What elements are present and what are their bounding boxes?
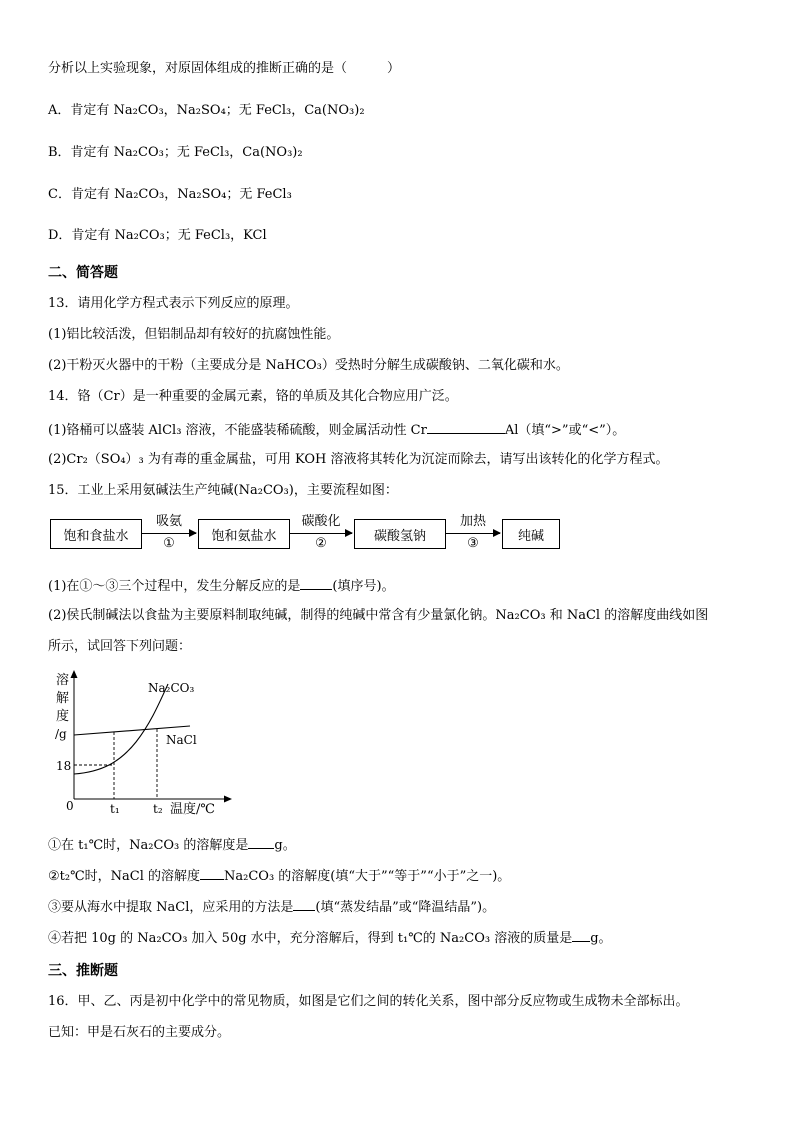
q12-stem: 分析以上实验现象，对原固体组成的推断正确的是（ ） xyxy=(48,61,401,76)
ylabel-char-2: 解 xyxy=(56,691,70,706)
q13-part2: (2)干粉灭火器中的干粉（主要成分是 NaHCO₃）受热时分解生成碳酸钠、二氧化碳和水。 xyxy=(48,358,569,373)
x-tick-t2: t₂ xyxy=(153,802,163,816)
q12-option-b[interactable]: B．肯定有 Na₂CO₃；无 FeCl₃，Ca(NO₃)₂ xyxy=(48,145,303,160)
flow-arrow-1-top: 吸氨 xyxy=(155,514,182,529)
series-na2co3-label: Na₂CO₃ xyxy=(148,681,195,695)
flow-arrow-2 xyxy=(290,533,352,534)
flow-arrow-3-top: 加热 xyxy=(459,514,486,529)
q15-part2-line2: 所示，试回答下列问题： xyxy=(48,639,192,654)
q15-sub3-blank[interactable] xyxy=(293,897,315,911)
section-title-short-answer: 二、简答题 xyxy=(48,265,118,281)
q15-part1-blank[interactable] xyxy=(300,576,332,590)
flow-box-4: 纯碱 xyxy=(502,519,560,549)
q15-sub4-blank[interactable] xyxy=(572,928,590,942)
q16-line1: 16．甲、乙、丙是初中化学中的常见物质，如图是它们之间的转化关系，图中部分反应物或生成物未全部标出。 xyxy=(48,994,689,1009)
q15-sub3: ③要从海水中提取 NaCl，应采用的方法是 (填“蒸发结晶”或“降温结晶”)。 xyxy=(48,897,495,917)
q12-option-c[interactable]: C．肯定有 Na₂CO₃，Na₂SO₄；无 FeCl₃ xyxy=(48,187,292,202)
q12-option-d[interactable]: D．肯定有 Na₂CO₃；无 FeCl₃，KCl xyxy=(48,228,267,243)
x-axis-label: 温度/℃ xyxy=(170,802,215,817)
origin-label: 0 xyxy=(66,799,74,813)
q15-part1: (1)在①～③三个过程中，发生分解反应的是 (填序号)。 xyxy=(48,576,395,596)
q15-sub2: ②t₂℃时，NaCl 的溶解度 Na₂CO₃ 的溶解度(填“大于”“等于”“小于”之一)。 xyxy=(48,866,510,886)
flow-box-1: 饱和食盐水 xyxy=(50,519,142,549)
series-nacl-label: NaCl xyxy=(166,733,197,747)
flow-arrow-1 xyxy=(142,533,196,534)
q14-stem: 14．铬（Cr）是一种重要的金属元素，铬的单质及其化合物应用广泛。 xyxy=(48,389,458,404)
ylabel-char-4: /g xyxy=(55,727,67,741)
q14-answer-blank[interactable] xyxy=(427,420,505,434)
ylabel-char-1: 溶 xyxy=(56,673,70,688)
flow-arrow-3-bottom: ③ xyxy=(467,536,479,551)
q15-sub4: ④若把 10g 的 Na₂CO₃ 加入 50g 水中，充分溶解后，得到 t₁℃的 Na₂CO₃ 溶液的质量是 g。 xyxy=(48,928,612,948)
q12-option-a[interactable]: A．肯定有 Na₂CO₃，Na₂SO₄；无 FeCl₃，Ca(NO₃)₂ xyxy=(48,103,365,118)
x-axis-arrow xyxy=(224,796,232,803)
ylabel-char-3: 度 xyxy=(56,709,70,724)
q15-sub2-blank[interactable] xyxy=(200,866,224,880)
flow-box-2: 饱和氨盐水 xyxy=(198,519,290,549)
q15-sub1-blank[interactable] xyxy=(248,835,274,849)
solubility-chart xyxy=(40,662,250,824)
q13-stem: 13．请用化学方程式表示下列反应的原理。 xyxy=(48,296,299,311)
flow-box-3: 碳酸氢钠 xyxy=(354,519,446,549)
q16-line2: 已知：甲是石灰石的主要成分。 xyxy=(48,1025,231,1040)
y-tick-18: 18 xyxy=(56,759,72,773)
y-axis-arrow xyxy=(71,670,78,678)
q15-stem: 15．工业上采用氨碱法生产纯碱(Na₂CO₃)，主要流程如图： xyxy=(48,483,398,498)
flow-arrow-2-top: 碳酸化 xyxy=(301,514,341,529)
q15-part2-line1: (2)侯氏制碱法以食盐为主要原料制取纯碱，制得的纯碱中常含有少量氯化钠。Na₂CO₃ 和 NaCl 的溶解度曲线如图 xyxy=(48,608,709,623)
q15-sub1: ①在 t₁℃时，Na₂CO₃ 的溶解度是 g。 xyxy=(48,835,296,855)
q14-part2: (2)Cr₂（SO₄）₃ 为有毒的重金属盐，可用 KOH 溶液将其转化为沉淀而除去，请写出该转化的化学方程式。 xyxy=(48,452,669,467)
process-flow-diagram xyxy=(48,510,568,560)
flow-arrow-1-bottom: ① xyxy=(163,536,175,551)
q13-part1: (1)铝比较活泼，但铝制品却有较好的抗腐蚀性能。 xyxy=(48,327,340,342)
q14-part1: (1)铬桶可以盛装 AlCl₃ 溶液，不能盛装稀硫酸，则金属活动性 Cr Al（填“>”或“<”）。 xyxy=(48,420,625,440)
flow-arrow-2-bottom: ② xyxy=(315,536,327,551)
flow-arrow-3 xyxy=(446,533,500,534)
section-title-inference: 三、推断题 xyxy=(48,963,118,979)
x-tick-t1: t₁ xyxy=(110,802,120,816)
